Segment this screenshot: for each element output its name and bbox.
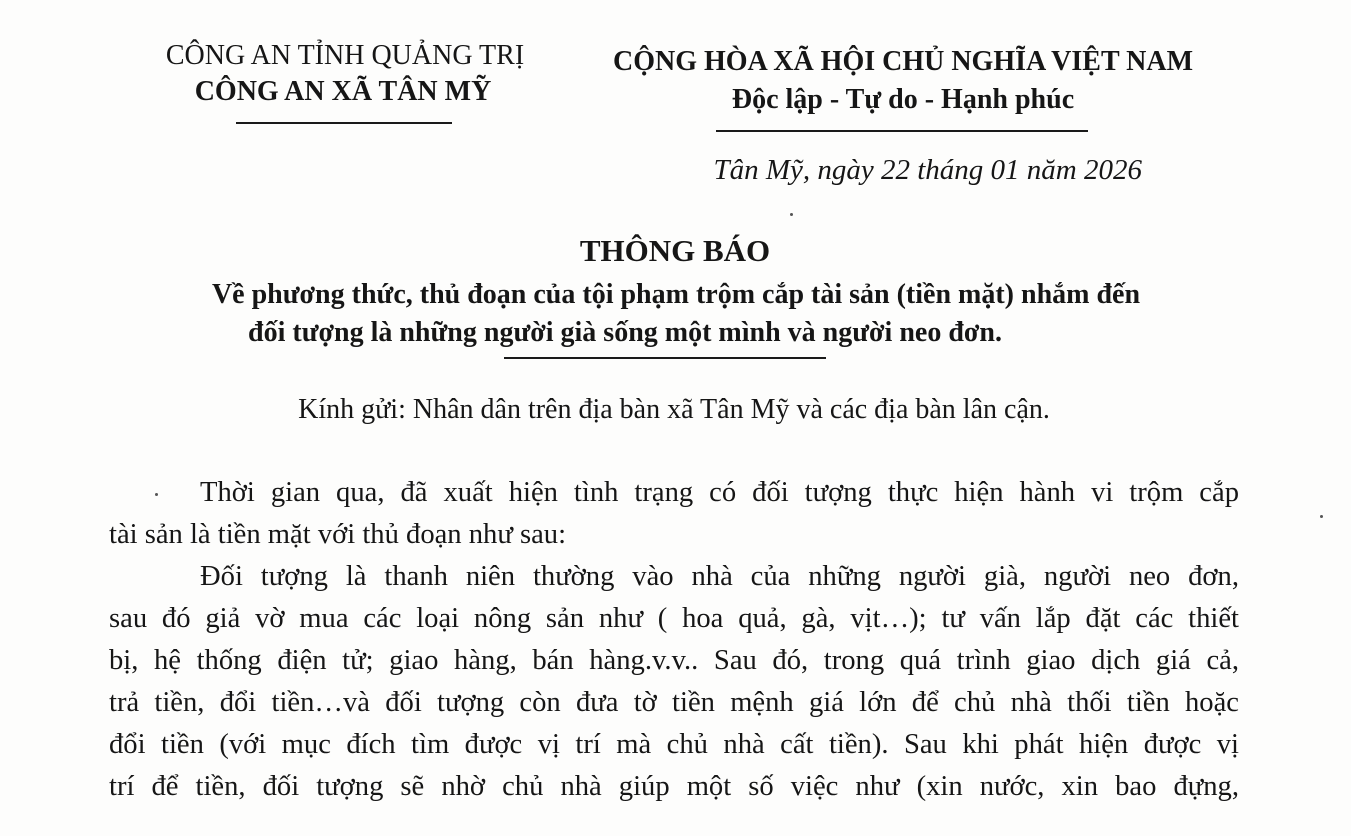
scan-speck [790,213,793,216]
subject-line-2: đối tượng là những người già sống một mình và người neo đơn. [248,317,1002,348]
body-line: bị, hệ thống điện tử; giao hàng, bán hàng.v.v.. Sau đó, trong quá trình giao dịch giá cả, [109,645,1239,676]
body-line: đổi tiền (với mục đích tìm được vị trí mà chủ nhà cất tiền). Sau khi phát hiện được vị [109,729,1239,760]
motto-divider [716,130,1088,132]
body-line: tài sản là tiền mặt với thủ đoạn như sau: [109,519,567,550]
handwritten-underline [504,357,826,359]
document-title: THÔNG BÁO [579,233,771,268]
subject-line-1: Về phương thức, thủ đoạn của tội phạm trộm cắp tài sản (tiền mặt) nhắm đến [211,279,1141,310]
national-title: CỘNG HÒA XÃ HỘI CHỦ NGHĨA VIỆT NAM [612,46,1194,77]
body-line: Thời gian qua, đã xuất hiện tình trạng có đối tượng thực hiện hành vi trộm cắp [200,477,1239,508]
body-line: sau đó giả vờ mua các loại nông sản như ( hoa quả, gà, vịt…); tư vấn lắp đặt các thiết [109,603,1239,634]
agency-unit: CÔNG AN XÃ TÂN MỸ [194,76,492,107]
body-line: trí để tiền, đối tượng sẽ nhờ chủ nhà giúp một số việc như (xin nước, xin bao đựng, [109,771,1239,802]
scan-speck [1320,515,1323,518]
scan-speck [155,493,158,496]
agency-divider [236,122,452,124]
body-line: Đối tượng là thanh niên thường vào nhà của những người già, người neo đơn, [200,561,1239,592]
national-motto: Độc lập - Tự do - Hạnh phúc [731,84,1075,115]
recipient-line: Kính gửi: Nhân dân trên địa bàn xã Tân Mỹ và các địa bàn lân cận. [298,394,1050,425]
dateline: Tân Mỹ, ngày 22 tháng 01 năm 2026 [713,154,1142,186]
body-text [109,472,1239,808]
body-line: trả tiền, đổi tiền…và đối tượng còn đưa tờ tiền mệnh giá lớn để chủ nhà thối tiền hoặc [109,687,1239,718]
agency-parent: CÔNG AN TỈNH QUẢNG TRỊ [165,40,525,71]
